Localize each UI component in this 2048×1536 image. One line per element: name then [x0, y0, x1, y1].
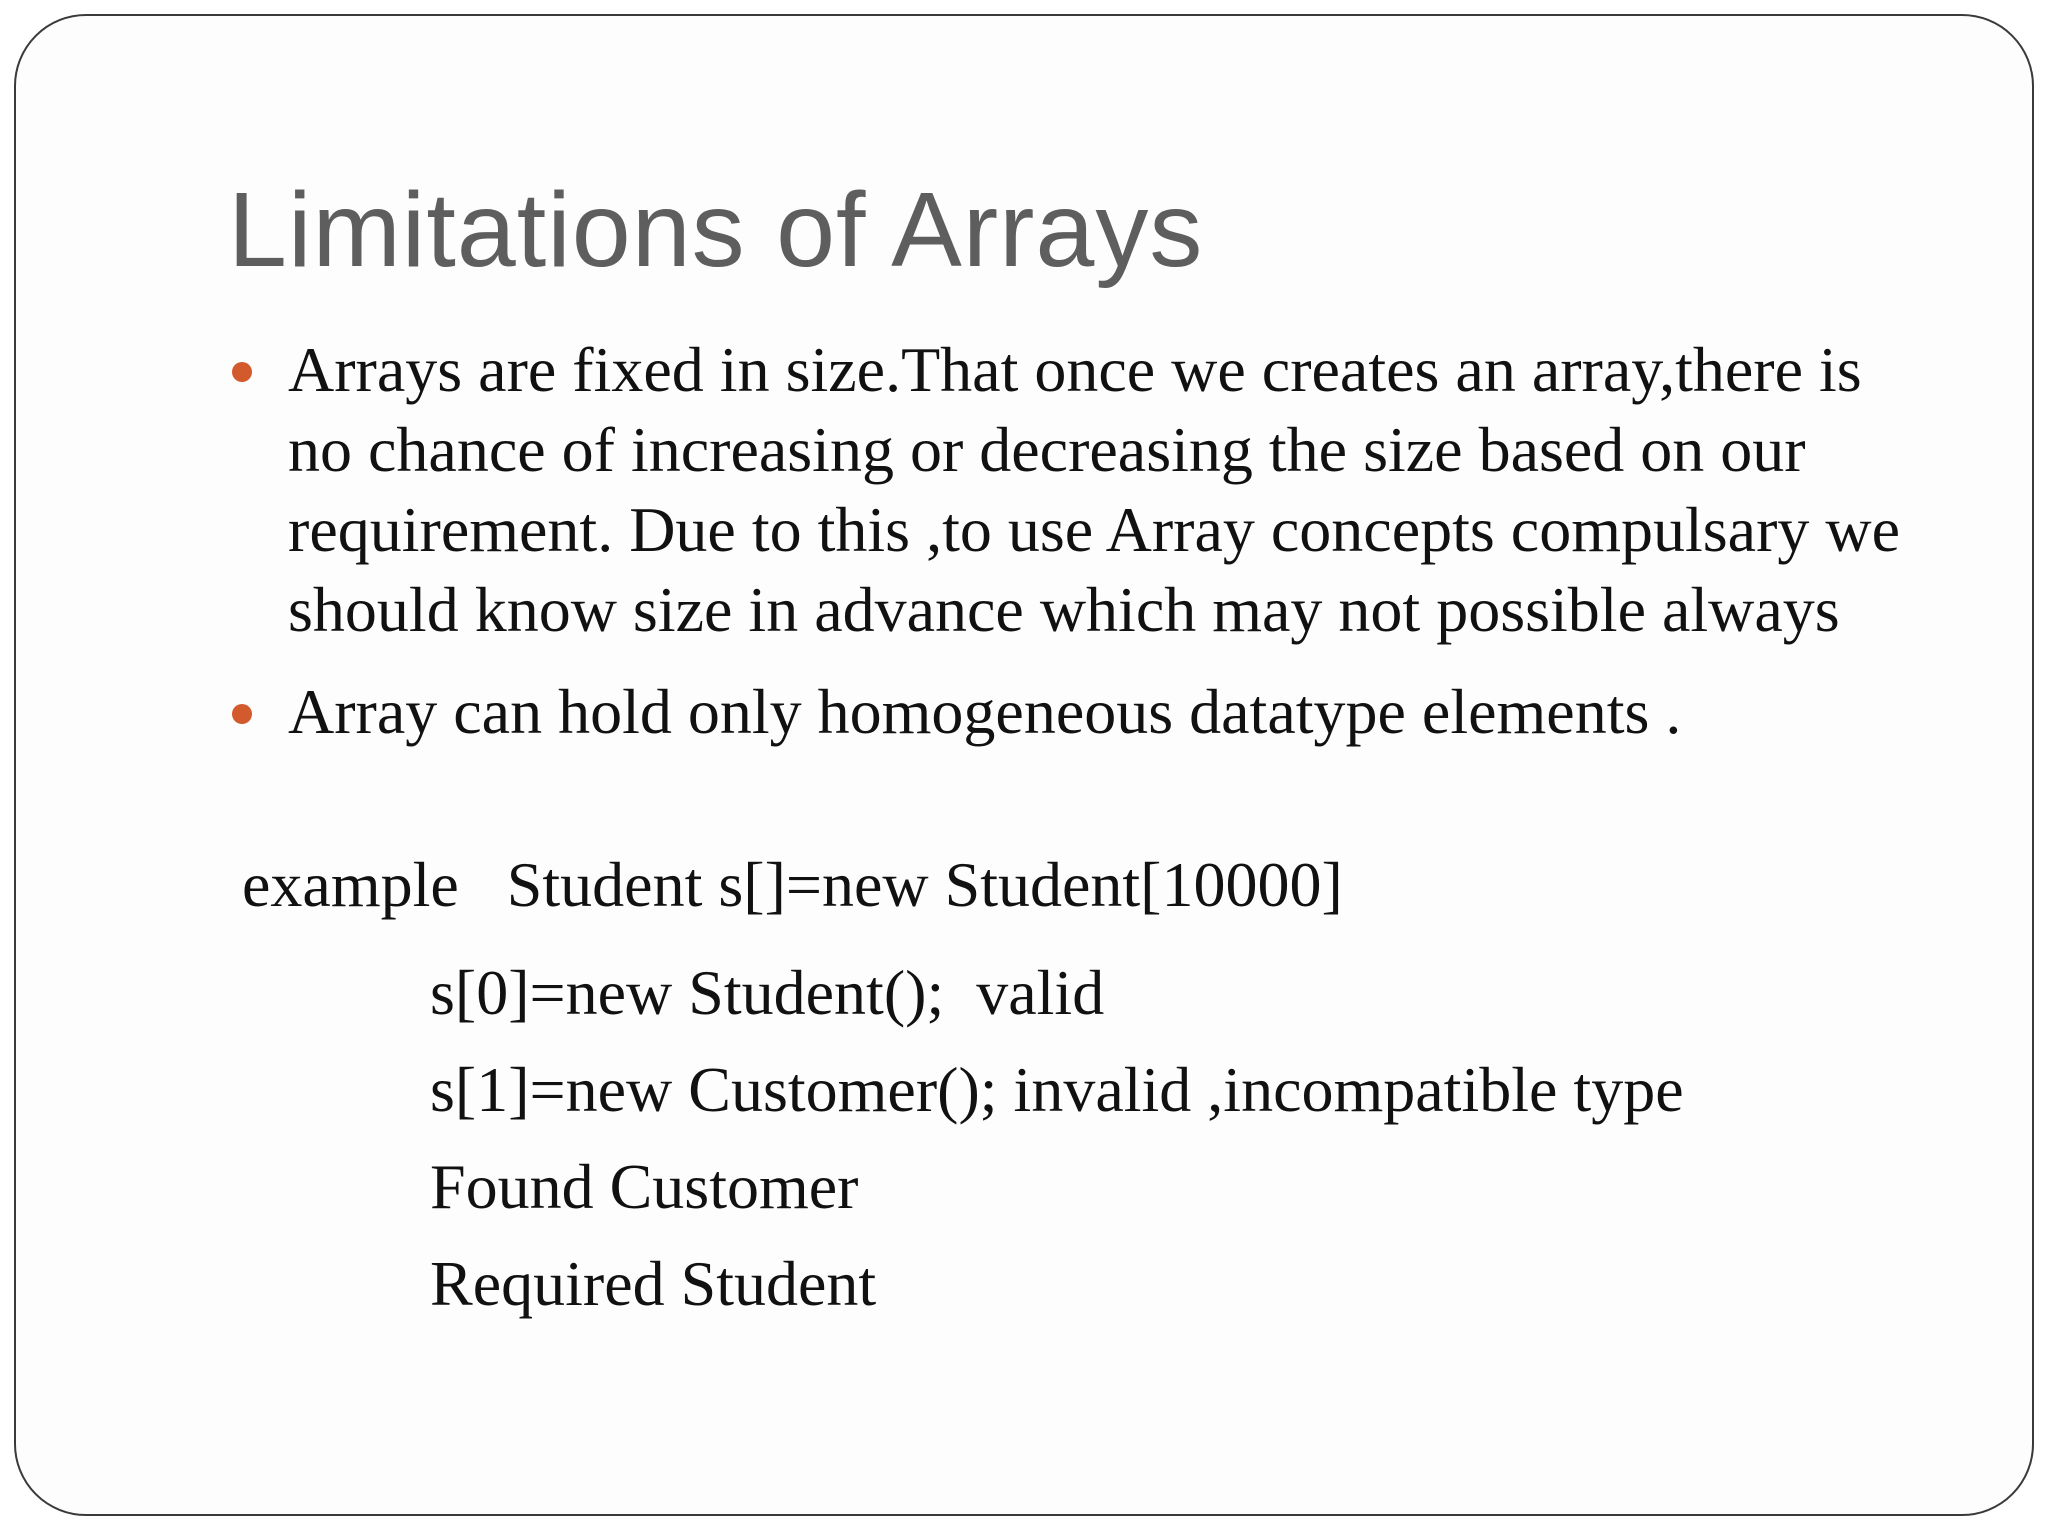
bullet-dot-icon	[232, 704, 252, 724]
code-line: Required Student	[430, 1248, 877, 1319]
bullet-text: Array can hold only homogeneous datatype elements .	[288, 676, 1682, 747]
code-lines	[430, 944, 1684, 1332]
bullet-list	[228, 330, 1928, 774]
bullet-dot-icon	[232, 362, 252, 382]
bullet-item	[228, 330, 1928, 650]
example-line: example Student s[]=new Student[10000]	[242, 849, 1343, 920]
code-line: s[0]=new Student(); valid	[430, 957, 1105, 1028]
code-line: Found Customer	[430, 1151, 859, 1222]
bullet-item	[228, 672, 1928, 752]
slide-title: Limitations of Arrays	[228, 171, 1204, 289]
bullet-text: Arrays are fixed in size.That once we creates an array,there is no chance of increasing or decreasing the size based on our requirement. Due to this ,to use Array concepts compulsary we should know size in advance which may not possible always	[288, 334, 1900, 645]
code-line: s[1]=new Customer(); invalid ,incompatible type	[430, 1054, 1684, 1125]
